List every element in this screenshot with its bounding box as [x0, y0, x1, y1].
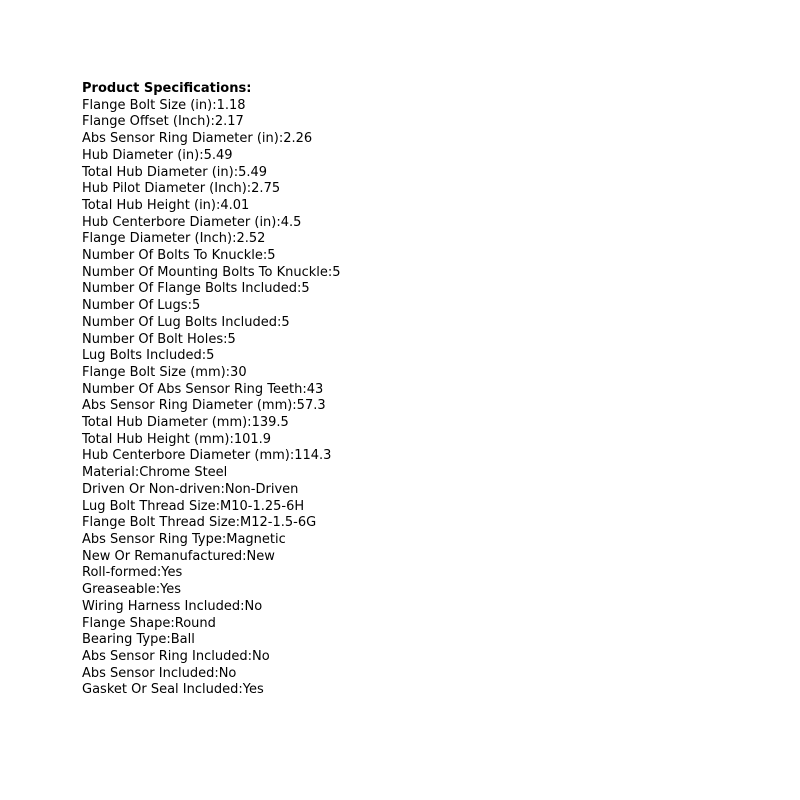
spec-item: Abs Sensor Ring Included:No [82, 648, 270, 664]
spec-item: Number Of Abs Sensor Ring Teeth:43 [82, 381, 324, 397]
spec-item: Hub Pilot Diameter (Inch):2.75 [82, 181, 281, 197]
spec-list [82, 98, 782, 699]
spec-item: Abs Sensor Ring Type:Magnetic [82, 531, 286, 547]
spec-item: Flange Bolt Size (in):1.18 [82, 97, 246, 113]
spec-item: Lug Bolts Included:5 [82, 348, 215, 364]
spec-item: Hub Diameter (in):5.49 [82, 147, 233, 163]
spec-item: Number Of Bolt Holes:5 [82, 331, 236, 347]
spec-item: Number Of Lugs:5 [82, 298, 201, 314]
spec-item: Number Of Bolts To Knuckle:5 [82, 248, 276, 264]
spec-item: Bearing Type:Ball [82, 632, 195, 648]
spec-item: Material:Chrome Steel [82, 465, 228, 481]
spec-item: Wiring Harness Included:No [82, 598, 263, 614]
spec-item: Hub Centerbore Diameter (mm):114.3 [82, 448, 332, 464]
spec-item: Abs Sensor Ring Diameter (mm):57.3 [82, 398, 326, 414]
spec-item: Flange Bolt Thread Size:M12-1.5-6G [82, 515, 317, 531]
spec-item: Lug Bolt Thread Size:M10-1.25-6H [82, 498, 305, 514]
spec-item: Roll-formed:Yes [82, 565, 183, 581]
product-specifications [82, 81, 782, 699]
spec-item: Number Of Flange Bolts Included:5 [82, 281, 310, 297]
spec-item: Abs Sensor Included:No [82, 665, 237, 681]
spec-item: Abs Sensor Ring Diameter (in):2.26 [82, 131, 313, 147]
spec-item: Total Hub Diameter (in):5.49 [82, 164, 268, 180]
spec-item: Flange Shape:Round [82, 615, 216, 631]
spec-item: Number Of Lug Bolts Included:5 [82, 314, 290, 330]
spec-item: Total Hub Diameter (mm):139.5 [82, 415, 289, 431]
specifications-heading: Product Specifications: [82, 81, 252, 96]
spec-item: Gasket Or Seal Included:Yes [82, 682, 264, 698]
spec-item: Number Of Mounting Bolts To Knuckle:5 [82, 264, 341, 280]
spec-item: Flange Bolt Size (mm):30 [82, 364, 247, 380]
spec-item: Hub Centerbore Diameter (in):4.5 [82, 214, 302, 230]
spec-item: Total Hub Height (in):4.01 [82, 197, 250, 213]
spec-item: Total Hub Height (mm):101.9 [82, 431, 272, 447]
spec-item: Flange Diameter (Inch):2.52 [82, 231, 266, 247]
spec-item: Greaseable:Yes [82, 582, 182, 598]
spec-item: Driven Or Non-driven:Non-Driven [82, 481, 299, 497]
spec-item: New Or Remanufactured:New [82, 548, 275, 564]
spec-item: Flange Offset (Inch):2.17 [82, 114, 244, 130]
